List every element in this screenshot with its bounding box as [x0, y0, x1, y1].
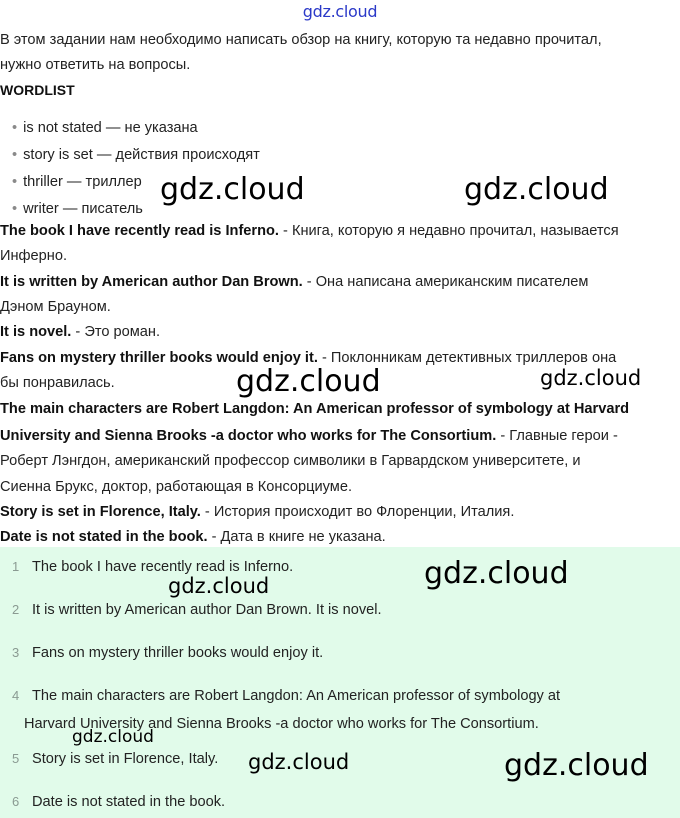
sentence-6: [0, 503, 514, 521]
answer-text: The book I have recently read is Inferno.: [32, 559, 294, 575]
sentence-ru: - Это роман.: [71, 324, 161, 340]
answer-text: The main characters are Robert Langdon: An American professor of symbology at: [32, 688, 561, 704]
bullet-icon: •: [12, 174, 18, 190]
sentence-ru: - Книга, которую я недавно прочитал, называется: [278, 223, 619, 239]
answer-number: 5: [12, 751, 20, 766]
wordlist-item: [12, 173, 142, 191]
sentence-en: It is written by American author Dan Brown.: [0, 274, 303, 290]
sentence-ru: - Поклонникам детективных триллеров она: [317, 350, 617, 366]
answer-item-cont: Harvard University and Sienna Brooks -a doctor who works for The Consortium.: [24, 716, 539, 732]
wordlist-item-text: story is set — действия происходят: [23, 147, 260, 163]
sentence-5-cont-3: Сиенна Брукс, доктор, работающая в Консорциуме.: [0, 479, 352, 495]
answer-number: 6: [12, 794, 20, 809]
sentence-en: Date is not stated in the book.: [0, 529, 208, 545]
wordlist-heading: WORDLIST: [0, 82, 75, 98]
answer-text: Date is not stated in the book.: [32, 794, 226, 810]
sentence-ru: - Главные герои -: [496, 428, 618, 444]
sentence-7: [0, 528, 386, 546]
sentence-en: Story is set in Florence, Italy.: [0, 504, 201, 520]
answer-item: [12, 601, 382, 619]
sentence-3: [0, 323, 160, 341]
sentence-en: It is novel.: [0, 324, 72, 340]
answer-text: Story is set in Florence, Italy.: [32, 751, 219, 767]
watermark-top: gdz.cloud: [302, 2, 378, 21]
bullet-icon: •: [12, 147, 18, 163]
watermark-overlay: gdz.cloud: [160, 172, 305, 207]
watermark-overlay: gdz.cloud: [168, 574, 270, 598]
wordlist-item: [12, 119, 198, 137]
answer-text: It is written by American author Dan Brown. It is novel.: [32, 602, 382, 618]
bullet-icon: •: [12, 201, 18, 217]
sentence-1-cont: Инферно.: [0, 248, 68, 264]
wordlist-item-text: is not stated — не указана: [23, 120, 198, 136]
answer-item: [12, 793, 225, 811]
sentence-en: The book I have recently read is Inferno.: [0, 223, 279, 239]
wordlist-item-text: thriller — триллер: [23, 174, 142, 190]
watermark-overlay: gdz.cloud: [540, 366, 642, 390]
sentence-5: [0, 400, 629, 418]
sentence-5-cont: [0, 427, 618, 445]
answer-number: 4: [12, 688, 20, 703]
sentence-en: The main characters are Robert Langdon: An American professor of symbology at Harvard: [0, 401, 630, 417]
intro-line-1: В этом задании нам необходимо написать обзор на книгу, которую та недавно прочитал,: [0, 32, 602, 48]
answer-number: 1: [12, 559, 20, 574]
sentence-1: [0, 222, 619, 240]
answer-number: 2: [12, 602, 20, 617]
wordlist-item: [12, 146, 260, 164]
watermark-overlay: gdz.cloud: [248, 750, 350, 774]
intro-line-2: нужно ответить на вопросы.: [0, 57, 191, 73]
watermark-overlay: gdz.cloud: [72, 727, 154, 747]
watermark-overlay: gdz.cloud: [424, 556, 569, 591]
sentence-2-cont: Дэном Брауном.: [0, 299, 111, 315]
answer-item: [12, 644, 323, 662]
watermark-overlay: gdz.cloud: [464, 172, 609, 207]
sentence-en: University and Sienna Brooks -a doctor who works for The Consortium.: [0, 428, 497, 444]
sentence-5-cont-2: Роберт Лэнгдон, американский профессор символики в Гарвардском университете, и: [0, 453, 581, 469]
sentence-ru: - Дата в книге не указана.: [207, 529, 386, 545]
answer-text: Fans on mystery thriller books would enjoy it.: [32, 645, 324, 661]
wordlist-item-text: writer — писатель: [23, 201, 143, 217]
answer-item: [12, 750, 218, 768]
bullet-icon: •: [12, 120, 18, 136]
sentence-ru: - Она написана американским писателем: [302, 274, 589, 290]
sentence-en: Fans on mystery thriller books would enjoy it.: [0, 350, 318, 366]
sentence-2: [0, 273, 588, 291]
sentence-4-cont: бы понравилась.: [0, 375, 115, 391]
sentence-ru: - История происходит во Флоренции, Италия.: [200, 504, 515, 520]
answer-item: [12, 687, 560, 705]
watermark-overlay: gdz.cloud: [236, 364, 381, 399]
answer-number: 3: [12, 645, 20, 660]
watermark-overlay: gdz.cloud: [504, 748, 649, 783]
wordlist-item: [12, 200, 143, 218]
